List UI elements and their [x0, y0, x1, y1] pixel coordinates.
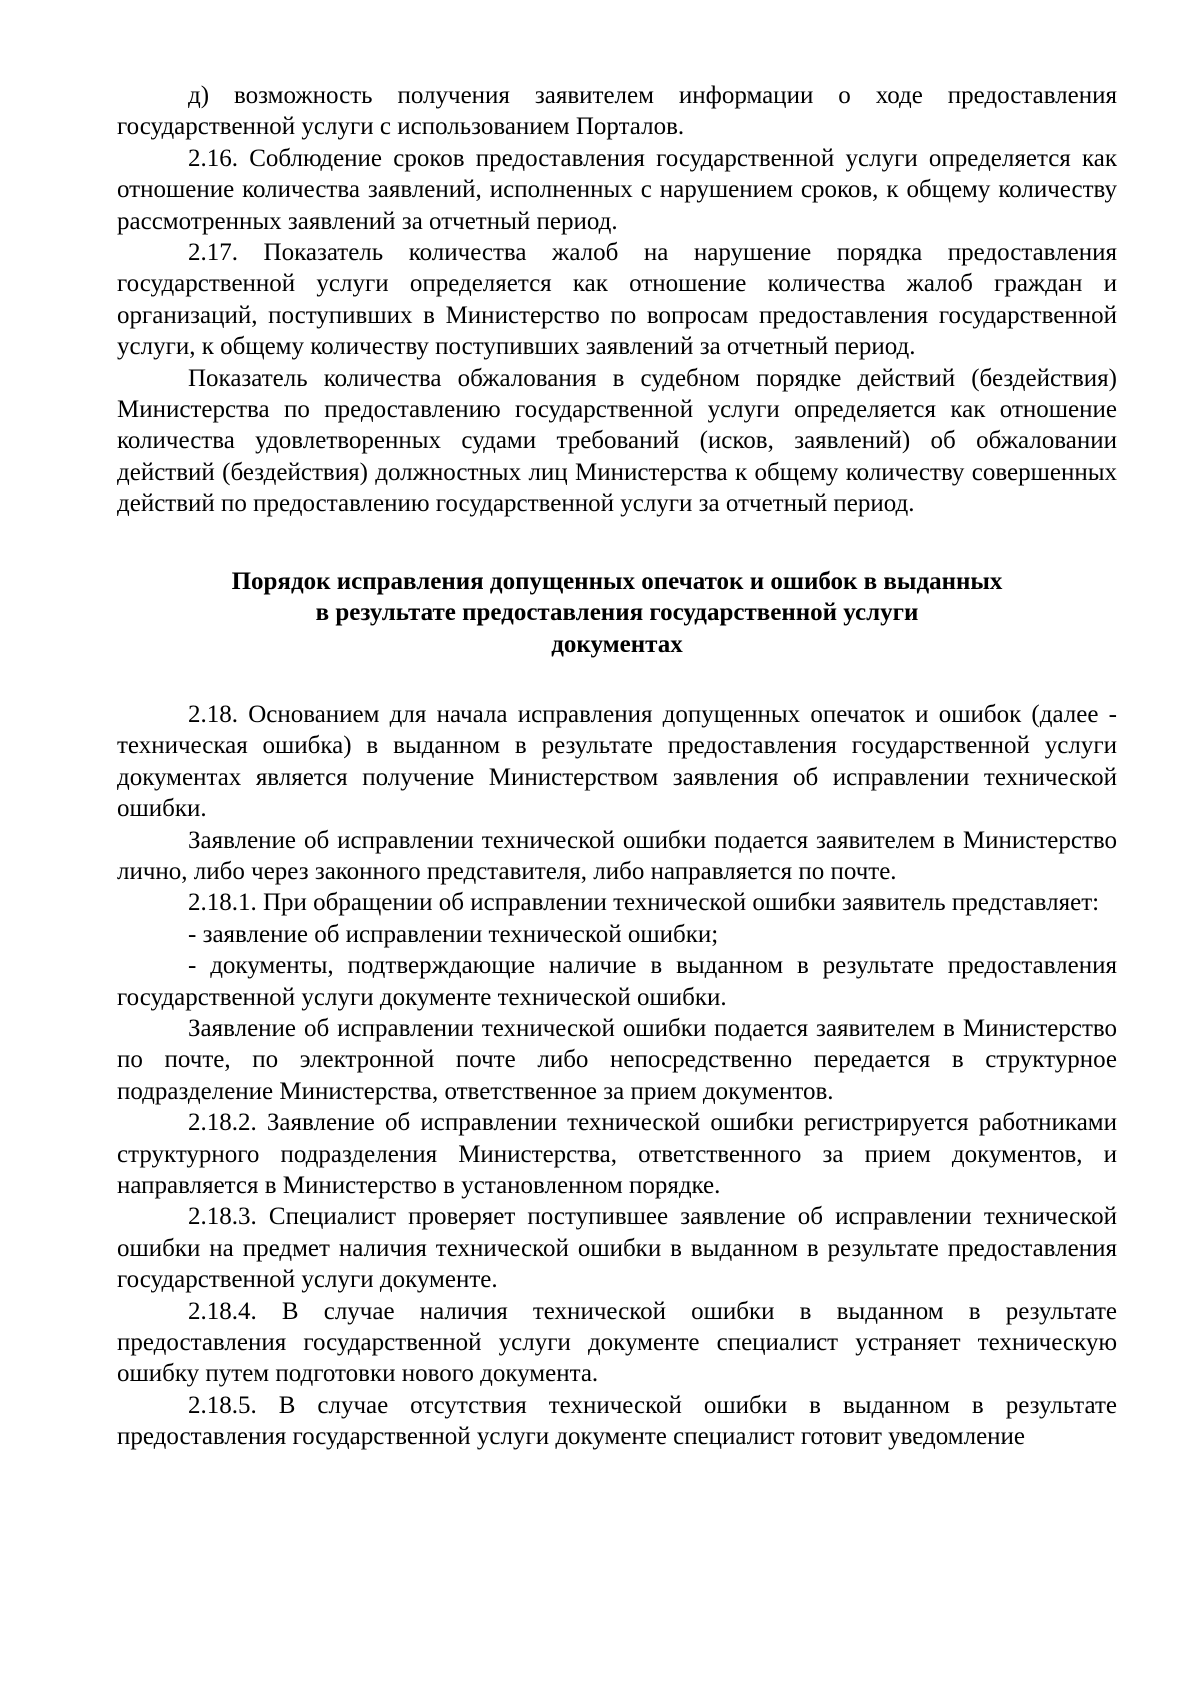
- section-heading-line-2: в результате предоставления государственной услуги: [315, 599, 919, 627]
- paragraph-2-18: 2.18. Основанием для начала исправления допущенных опечаток и ошибок (далее - техническая ошибка) в выданном в результате предоставления государственной услуги документах является получение Министерством заявления об исправлении технической ошибки.: [117, 700, 1117, 823]
- paragraph-application-submission: Заявление об исправлении технической ошибки подается заявителем в Министерство лично, либо через законного представителя, либо направляется по почте.: [117, 826, 1117, 885]
- paragraph-court-indicator: Показатель количества обжалования в судебном порядке действий (бездействия) Министерства по предоставлению государственной услуги определяется как отношение количества удовлетворенных судами требований (исков, заявлений) об обжаловании действий (бездействия) должностных лиц Министерства к общему количеству совершенных действий по предоставлению государственной услуги за отчетный период.: [117, 364, 1117, 518]
- list-item-application: - заявление об исправлении технической ошибки;: [188, 920, 719, 948]
- document-page: [117, 80, 1117, 1453]
- paragraph-application-channels: Заявление об исправлении технической ошибки подается заявителем в Министерство по почте, по электронной почте либо непосредственно передается в структурное подразделение Министерства, ответственное за прием документов.: [117, 1014, 1117, 1105]
- section-heading-line-1: Порядок исправления допущенных опечаток и ошибок в выданных: [231, 567, 1003, 595]
- paragraph-2-16: 2.16. Соблюдение сроков предоставления государственной услуги определяется как отношение количества заявлений, исполненных с нарушением сроков, к общему количеству рассмотренных заявлений за отчетный период.: [117, 144, 1117, 235]
- section-heading: [117, 566, 1117, 660]
- paragraph-2-18-5: 2.18.5. В случае отсутствия технической ошибки в выданном в результате предоставления государственной услуги документе специалист готовит уведомление: [117, 1391, 1117, 1451]
- paragraph-2-18-4: 2.18.4. В случае наличия технической ошибки в выданном в результате предоставления государственной услуги документе специалист устраняет техническую ошибку путем подготовки нового документа.: [117, 1297, 1117, 1388]
- paragraph-2-18-3: 2.18.3. Специалист проверяет поступившее заявление об исправлении технической ошибки на предмет наличия технической ошибки в выданном в результате предоставления государственной услуги документе.: [117, 1203, 1117, 1294]
- paragraph-2-17: 2.17. Показатель количества жалоб на нарушение порядка предоставления государственной услуги определяется как отношение количества жалоб граждан и организаций, поступивших в Министерство по вопросам предоставления государственной услуги, к общему количеству поступивших заявлений за отчетный период.: [117, 239, 1117, 361]
- paragraph-2-18-2: 2.18.2. Заявление об исправлении технической ошибки регистрируется работниками структурного подразделения Министерства, ответственного за прием документов, и направляется в Министерство в установленном порядке.: [117, 1109, 1117, 1199]
- paragraph-2-18-1: 2.18.1. При обращении об исправлении технической ошибки заявитель представляет:: [188, 889, 1100, 917]
- paragraph-portal-info: д) возможность получения заявителем информации о ходе предоставления государственной услуги с использованием Порталов.: [117, 82, 1117, 141]
- section-heading-line-3: документах: [551, 630, 683, 658]
- list-item-documents: - документы, подтверждающие наличие в выданном в результате предоставления государственной услуги документе технической ошибки.: [117, 952, 1117, 1011]
